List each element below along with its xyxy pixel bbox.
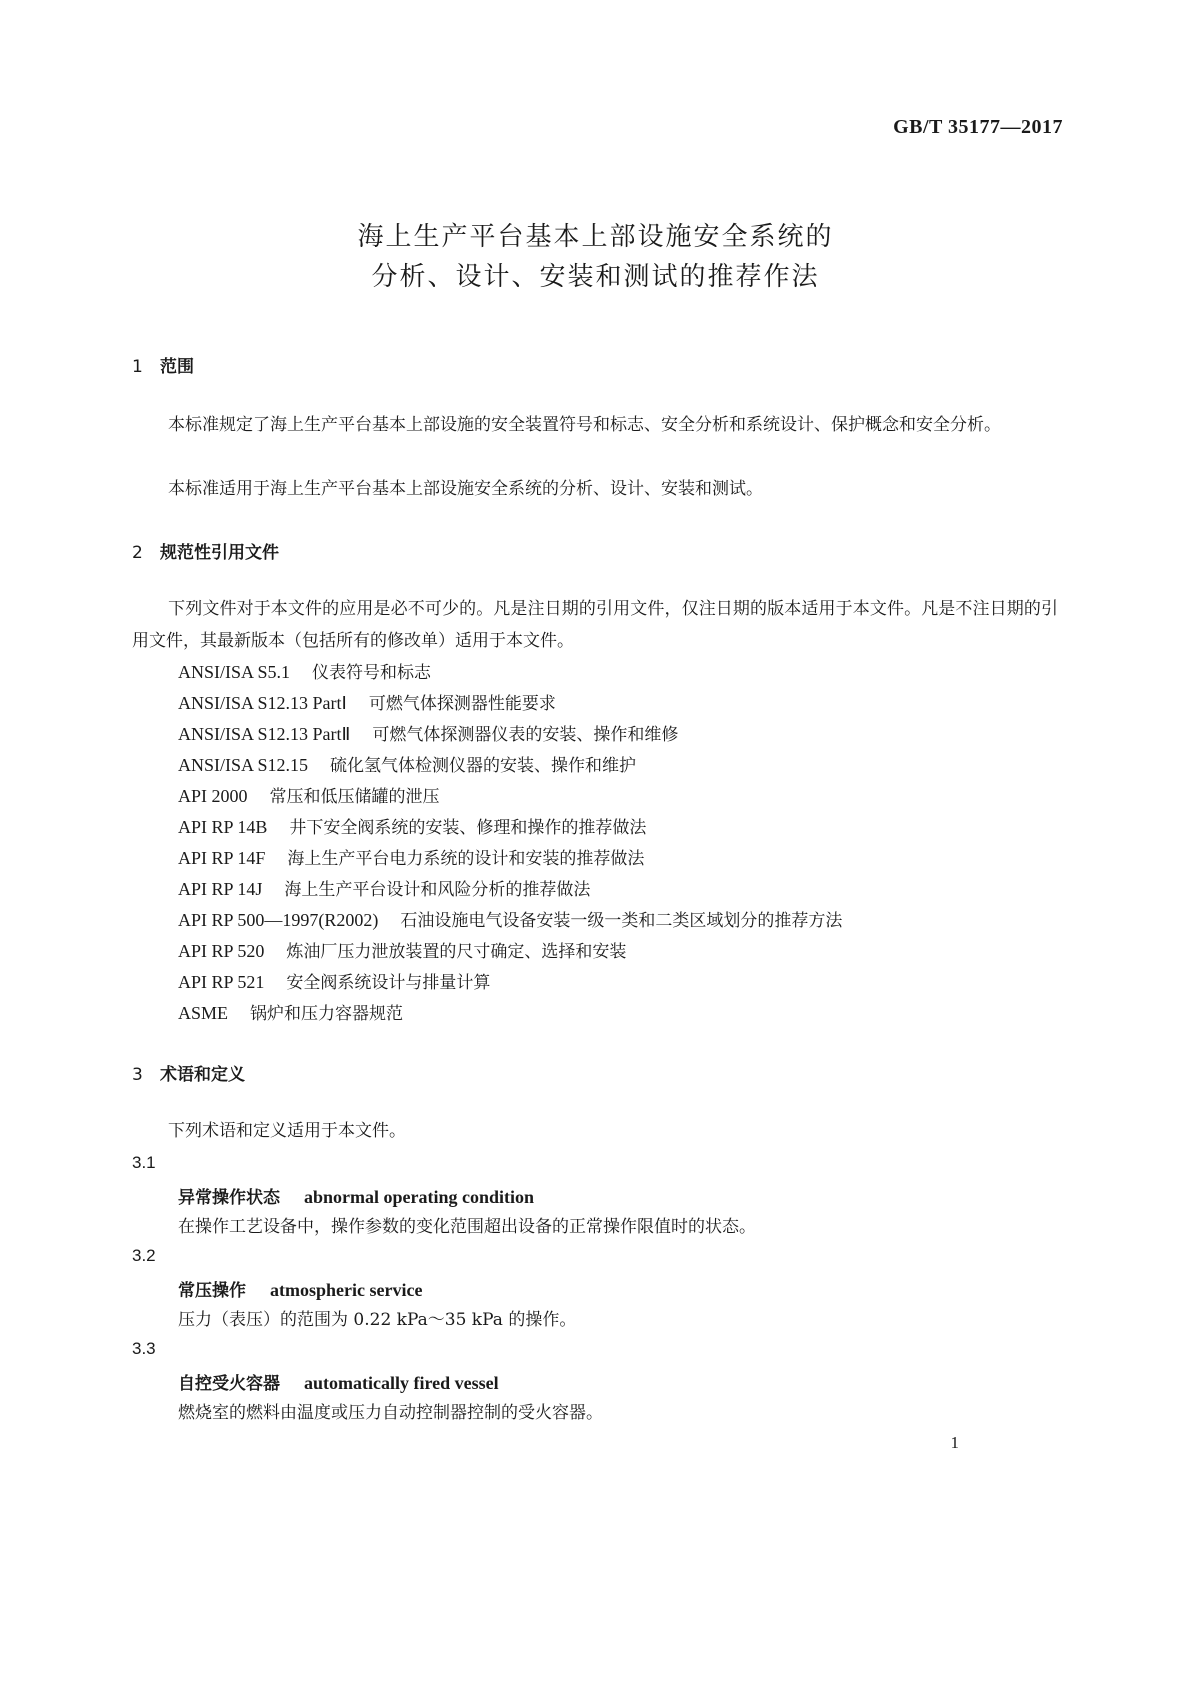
reference-item: API RP 521 安全阀系统设计与排量计算 bbox=[178, 972, 491, 993]
references-intro-paragraph: 下列文件对于本文件的应用是必不可少的。凡是注日期的引用文件，仅注日期的版本适用于本文件。凡是不注日期的引用文件，其最新版本（包括所有的修改单）适用于本文件。 bbox=[132, 599, 1058, 651]
reference-item: API RP 14J 海上生产平台设计和风险分析的推荐做法 bbox=[178, 879, 591, 900]
document-title-line-2: 分析、设计、安装和测试的推荐作法 bbox=[371, 262, 820, 292]
term-number: 3.3 bbox=[132, 1339, 156, 1358]
reference-item: API 2000 常压和低压储罐的泄压 bbox=[178, 786, 440, 807]
term-definition: 压力（表压）的范围为 0.22 kPa～35 kPa 的操作。 bbox=[178, 1310, 577, 1330]
term-entry: 异常操作状态 abnormal operating condition bbox=[178, 1187, 535, 1208]
reference-item: API RP 14B 井下安全阀系统的安装、修理和操作的推荐做法 bbox=[178, 817, 647, 838]
section-number: 3 bbox=[132, 1065, 143, 1085]
section-heading-normative-references bbox=[132, 538, 279, 563]
reference-item: API RP 520 炼油厂压力泄放装置的尺寸确定、选择和安装 bbox=[178, 941, 627, 962]
reference-item: ASME 锅炉和压力容器规范 bbox=[178, 1003, 404, 1024]
term-entry: 常压操作 atmospheric service bbox=[178, 1280, 423, 1301]
section-number: 1 bbox=[132, 357, 143, 377]
term-entry: 自控受火容器 automatically fired vessel bbox=[178, 1373, 499, 1394]
reference-item: ANSI/ISA S5.1 仪表符号和标志 bbox=[178, 662, 432, 683]
section-heading-scope bbox=[132, 352, 194, 377]
reference-item: API RP 14F 海上生产平台电力系统的设计和安装的推荐做法 bbox=[178, 848, 645, 869]
terms-intro-paragraph: 下列术语和定义适用于本文件。 bbox=[168, 1121, 406, 1141]
section-heading-terms-definitions bbox=[132, 1060, 245, 1085]
reference-item: ANSI/ISA S12.15 硫化氢气体检测仪器的安装、操作和维护 bbox=[178, 755, 637, 776]
section-number: 2 bbox=[132, 543, 143, 563]
term-number: 3.1 bbox=[132, 1153, 156, 1172]
document-title-line-1: 海上生产平台基本上部设施安全系统的 bbox=[357, 222, 834, 252]
section-title: 规范性引用文件 bbox=[160, 543, 279, 563]
reference-item: API RP 500—1997(R2002) 石油设施电气设备安装一级一类和二类区域划分的推荐方法 bbox=[178, 910, 843, 931]
reference-item: ANSI/ISA S12.13 PartⅠ 可燃气体探测器性能要求 bbox=[178, 693, 556, 714]
term-definition: 在操作工艺设备中，操作参数的变化范围超出设备的正常操作限值时的状态。 bbox=[178, 1217, 756, 1237]
term-number: 3.2 bbox=[132, 1246, 156, 1265]
section-title: 范围 bbox=[160, 357, 194, 377]
page-number: 1 bbox=[950, 1433, 959, 1452]
scope-paragraph-1: 本标准规定了海上生产平台基本上部设施的安全装置符号和标志、安全分析和系统设计、保护概念和安全分析。 bbox=[168, 415, 1001, 435]
term-definition: 燃烧室的燃料由温度或压力自动控制器控制的受火容器。 bbox=[178, 1403, 603, 1423]
standard-number: GB/T 35177—2017 bbox=[893, 116, 1063, 138]
section-title: 术语和定义 bbox=[160, 1065, 245, 1085]
reference-item: ANSI/ISA S12.13 PartⅡ 可燃气体探测器仪表的安装、操作和维修 bbox=[178, 724, 679, 745]
scope-paragraph-2: 本标准适用于海上生产平台基本上部设施安全系统的分析、设计、安装和测试。 bbox=[168, 479, 763, 499]
